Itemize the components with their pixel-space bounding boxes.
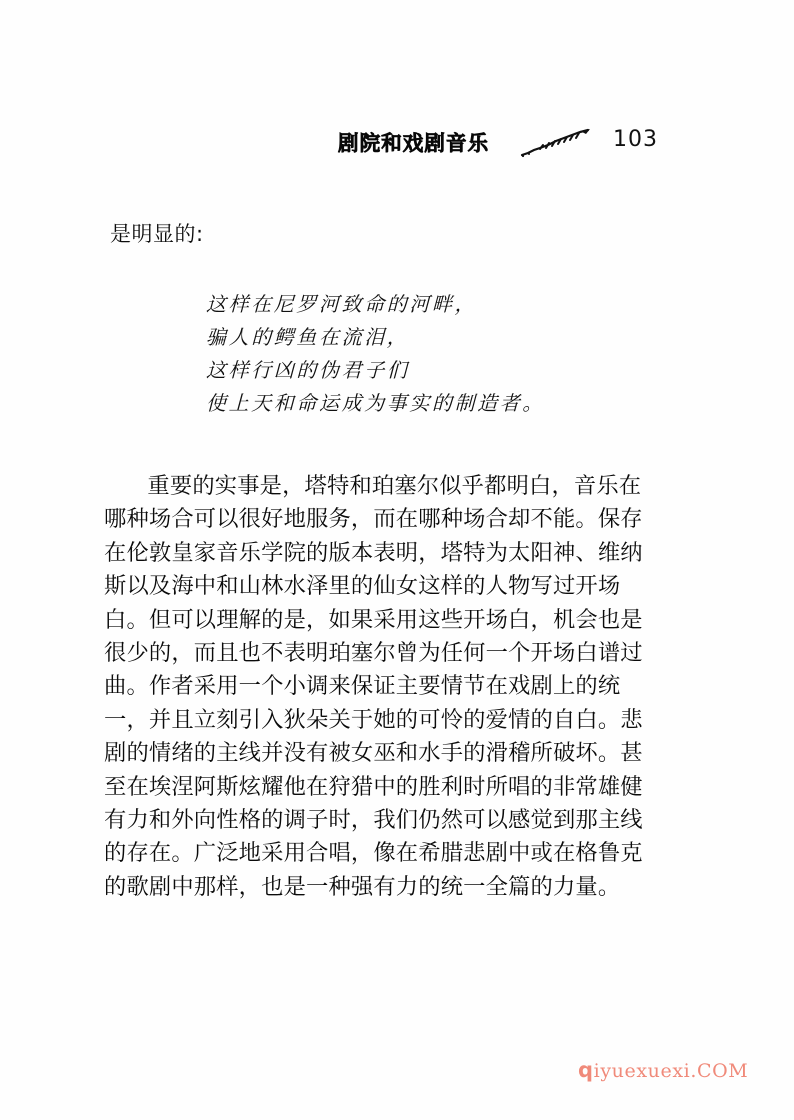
page-number: 103: [613, 127, 658, 152]
watermark-lead-char: q: [578, 1058, 594, 1082]
body-line: 的歌剧中那样，也是一种强有力的统一全篇的力量。: [104, 873, 621, 900]
body-line: 的存在。广泛地采用合唱，像在希腊悲剧中或在格鲁克: [104, 840, 643, 867]
lead-in-line: 是明显的:: [110, 222, 204, 246]
watermark-text: iyuexuexi.COM: [593, 1060, 749, 1082]
body-line: 斯以及海中和山林水泽里的仙女这样的人物写过开场: [104, 573, 621, 600]
body-line: 剧的情绪的主线并没有被女巫和水手的滑稽所破坏。甚: [104, 740, 643, 767]
body-line: 重要的实事是，塔特和珀塞尔似乎都明白，音乐在: [104, 473, 642, 499]
ink-squiggle-icon: [518, 128, 594, 158]
body-paragraph: [104, 470, 696, 904]
verse-line: 这样行凶的伪君子们: [205, 358, 410, 382]
verse-line: 使上天和命运成为事实的制造者。: [205, 391, 546, 415]
body-line: 很少的，而且也不表明珀塞尔曾为任何一个开场白谱过: [104, 639, 643, 666]
body-line: 在伦敦皇家音乐学院的版本表明，塔特为太阳神、维纳: [104, 539, 643, 566]
site-watermark: [578, 1058, 748, 1082]
verse-block: [206, 288, 726, 420]
page-header: [0, 126, 794, 166]
body-line: 至在埃涅阿斯炫耀他在狩猎中的胜利时所唱的非常雄健: [104, 773, 643, 800]
body-line: 曲。作者采用一个小调来保证主要情节在戏剧上的统: [104, 673, 621, 700]
body-line: 白。但可以理解的是，如果采用这些开场白，机会也是: [104, 606, 643, 633]
verse-line: 骗人的鳄鱼在流泪，: [205, 325, 410, 349]
body-line: 一，并且立刻引入狄朵关于她的可怜的爱情的自白。悲: [104, 706, 643, 733]
verse-line: 这样在尼罗河致命的河畔，: [205, 292, 478, 316]
body-line: 哪种场合可以很好地服务，而在哪种场合却不能。保存: [104, 506, 643, 533]
body-line: 有力和外向性格的调子时，我们仍然可以感觉到那主线: [104, 806, 643, 833]
running-head-title: 剧院和戏剧音乐: [338, 131, 490, 155]
